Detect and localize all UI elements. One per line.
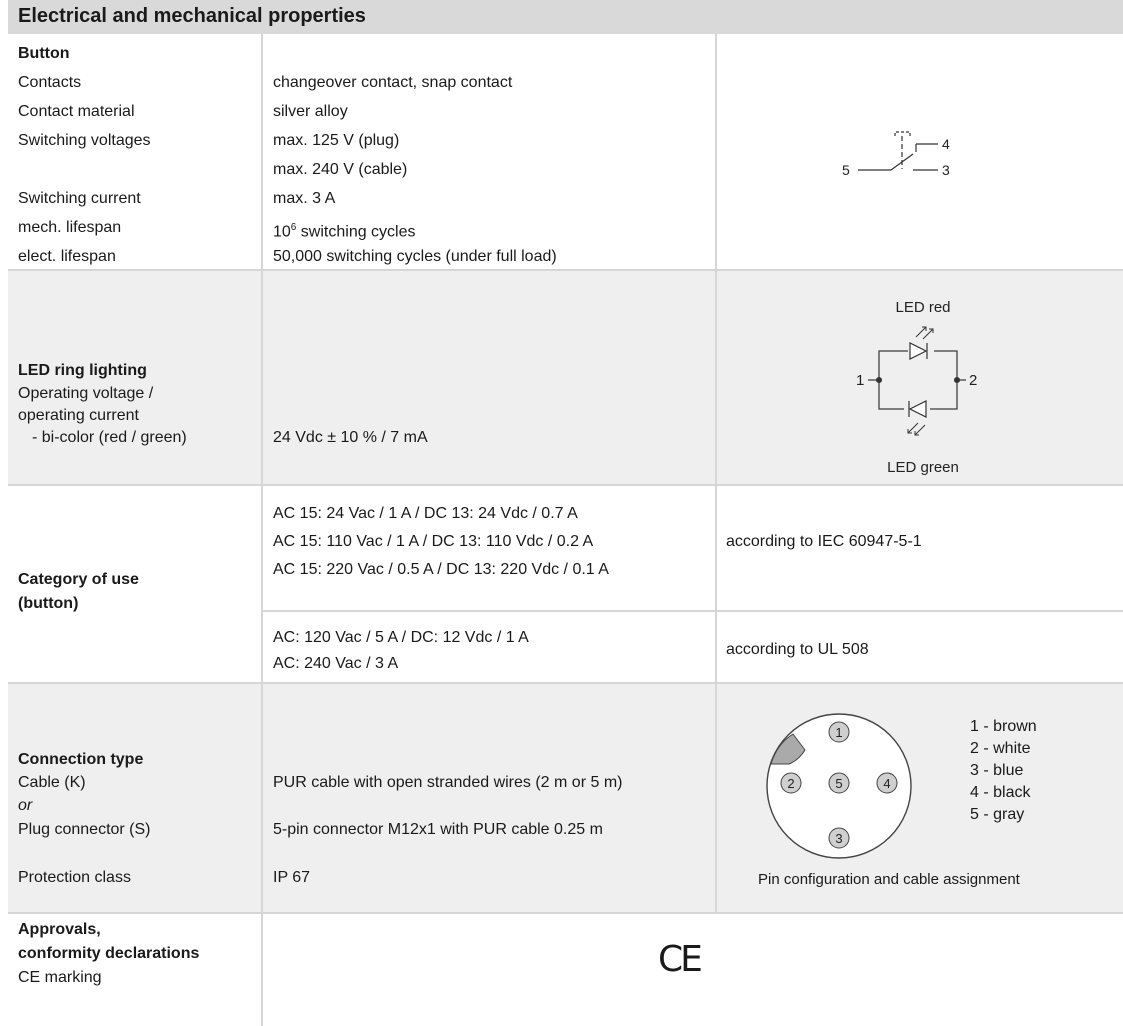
changeover-contact-symbol (838, 124, 968, 204)
iec-rating-line-1: AC 15: 24 Vac / 1 A / DC 13: 24 Vdc / 0.7 A (273, 505, 578, 522)
approvals-heading-line2: conformity declarations (18, 945, 200, 962)
cable-label: Cable (K) (18, 774, 86, 791)
switching-current-label: Switching current (18, 190, 141, 207)
switching-voltages-label: Switching voltages (18, 132, 151, 149)
pin-5-label: 5 (835, 776, 843, 791)
m12-pin-diagram (763, 710, 913, 860)
led-heading: LED ring lighting (18, 362, 147, 379)
emission-arrow-red-2 (923, 329, 933, 339)
switching-current-value: max. 3 A (273, 190, 336, 207)
pin-1-label: 1 (835, 725, 843, 740)
ul-rating-line-2: AC: 240 Vac / 3 A (273, 655, 399, 672)
pin1-node (876, 377, 882, 383)
contacts-value: changeover contact, snap contact (273, 74, 513, 91)
button-heading: Button (18, 45, 70, 62)
operating-current-label: operating current (18, 407, 139, 424)
category-heading-line1: Category of use (18, 571, 139, 588)
led-section (8, 270, 1123, 484)
mech-lifespan-value: $10^6$ switching cycles (273, 222, 416, 241)
protection-label: Protection class (18, 869, 131, 886)
approvals-heading-line1: Approvals, (18, 921, 101, 938)
pin-2-label: 2 (787, 776, 795, 791)
pin-3-label: 3 (835, 831, 843, 846)
pin2-node (954, 377, 960, 383)
row-divider (8, 484, 1123, 486)
assignment-4: 4 - black (970, 784, 1031, 801)
category-section (8, 486, 1123, 682)
contacts-label: Contacts (18, 74, 82, 91)
emission-arrow-green-1 (908, 423, 918, 433)
column-divider (261, 34, 263, 1026)
assignment-1: 1 - brown (970, 718, 1037, 735)
title-bar (8, 0, 1123, 34)
button-section (8, 34, 1123, 270)
column-divider (715, 34, 717, 912)
approvals-section (8, 914, 1123, 1026)
operating-voltage-label: Operating voltage / (18, 385, 154, 402)
emission-arrow-green-2 (915, 425, 925, 435)
led-pin1-label: 1 (856, 372, 865, 389)
switching-voltage-plug-value: max. 125 V (plug) (273, 132, 400, 149)
contact-material-value: silver alloy (273, 103, 348, 120)
ul-standard-value: according to UL 508 (726, 641, 869, 658)
bicolor-led-diagram (828, 290, 1018, 480)
or-label: or (18, 797, 33, 814)
properties-table (8, 0, 1123, 1026)
connection-heading: Connection type (18, 751, 144, 768)
mech-lifespan-label: mech. lifespan (18, 219, 122, 236)
iec-standard-value: according to IEC 60947-5-1 (726, 533, 922, 550)
pin-diagram-caption: Pin configuration and cable assignment (758, 871, 1020, 888)
connection-section (8, 684, 1123, 912)
pin5-label: 5 (842, 162, 850, 178)
assignment-2: 2 - white (970, 740, 1031, 757)
assignment-3: 3 - blue (970, 762, 1024, 779)
row-divider (8, 912, 1123, 914)
subrow-divider (263, 610, 1123, 612)
row-divider (8, 682, 1123, 684)
elect-lifespan-label: elect. lifespan (18, 248, 116, 265)
pin4-label: 4 (942, 136, 950, 152)
emission-arrow-red-1 (916, 327, 926, 337)
ce-marking-label: CE marking (18, 969, 102, 986)
led-pin2-label: 2 (969, 372, 978, 389)
contact-material-label: Contact material (18, 103, 135, 120)
actuator-bracket (895, 132, 910, 136)
led-green-label: LED green (887, 459, 959, 476)
led-circuit-loop (879, 351, 957, 409)
row-divider (8, 269, 1123, 271)
iec-rating-line-2: AC 15: 110 Vac / 1 A / DC 13: 110 Vdc / 0.2 A (273, 533, 594, 550)
cable-value: PUR cable with open stranded wires (2 m or 5 m) (273, 774, 623, 791)
bicolor-label: - bi-color (red / green) (32, 429, 187, 446)
ce-mark-icon: CE (658, 939, 700, 980)
pin3-label: 3 (942, 162, 950, 178)
page-title: Electrical and mechanical properties (18, 5, 366, 27)
switching-voltage-cable-value: max. 240 V (cable) (273, 161, 408, 178)
plug-value: 5-pin connector M12x1 with PUR cable 0.25 m (273, 821, 603, 838)
protection-value: IP 67 (273, 869, 311, 886)
category-heading-line2: (button) (18, 595, 79, 612)
iec-rating-line-3: AC 15: 220 Vac / 0.5 A / DC 13: 220 Vdc / 0.1 A (273, 561, 609, 578)
pin-4-label: 4 (883, 776, 891, 791)
elect-lifespan-value: 50,000 switching cycles (under full load) (273, 248, 557, 265)
led-red-label: LED red (895, 299, 951, 316)
led-voltage-value: 24 Vdc ± 10 % / 7 mA (273, 429, 428, 446)
plug-label: Plug connector (S) (18, 821, 151, 838)
ul-rating-line-1: AC: 120 Vac / 5 A / DC: 12 Vdc / 1 A (273, 629, 529, 646)
assignment-5: 5 - gray (970, 806, 1025, 823)
